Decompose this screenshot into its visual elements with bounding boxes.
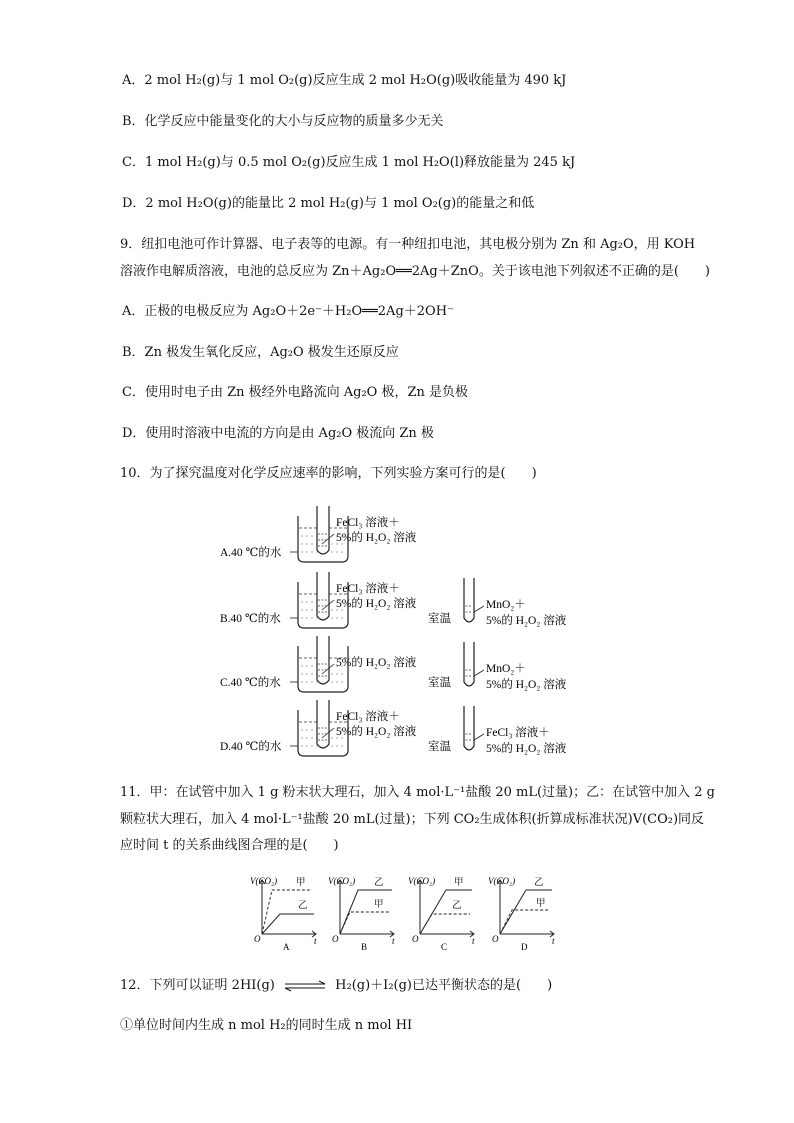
q10-b-tube-text2: 5%的 H₂O₂ 溶液: [486, 615, 567, 627]
q10-b-tube-text1: MnO₂＋: [486, 599, 526, 611]
q11-c-ylabel: V(CO₂): [408, 876, 436, 886]
q11-c-xlabel: t: [472, 936, 475, 946]
q10-d-tube-text2: 5%的 H₂O₂ 溶液: [486, 743, 567, 755]
q11-a-bottom-label: 乙: [298, 901, 308, 911]
q9-stem-line1: 9．纽扣电池可作计算器、电子表等的电源。有一种纽扣电池，其电极分别为 Zn 和 Ag₂O，用 KOH: [120, 237, 696, 252]
q10-c-tube-text2: 5%的 H₂O₂ 溶液: [486, 679, 567, 691]
q10-apparatus-figure: [210, 500, 590, 760]
q9-option-c: C．使用时电子由 Zn 极经外电路流向 Ag₂O 极，Zn 是负极: [122, 385, 468, 400]
q9-stem-line2: 溶液作电解质溶液，电池的总反应为 Zn＋Ag₂O══2Ag＋ZnO。关于该电池下列叙述不正确的是( ): [120, 264, 710, 279]
q10-d-tube-text1: FeCl₃ 溶液＋: [486, 727, 550, 739]
q11-c-origin: O: [412, 934, 419, 944]
q11-graphs-figure: [240, 872, 560, 954]
q10-a-beaker-text1: FeCl₃ 溶液＋: [336, 517, 400, 529]
q10-b-beaker-text2: 5%的 H₂O₂ 溶液: [336, 598, 417, 610]
q12-item-1: ①单位时间内生成 n mol H₂的同时生成 n mol HI: [120, 1018, 413, 1033]
q11-c-top-label: 甲: [454, 878, 464, 888]
q11-line2: 颗粒状大理石，加入 4 mol·L⁻¹盐酸 20 mL(过量)；下列 CO₂生成体积(折算成标准状况)V(CO₂)同反: [120, 812, 705, 827]
q11-graph-a: [250, 876, 317, 952]
q11-b-xlabel: t: [392, 936, 395, 946]
q8-option-c: C．1 mol H₂(g)与 0.5 mol O₂(g)反应生成 1 mol H₂O(l)释放能量为 245 kJ: [122, 155, 576, 170]
q10-d-label: D.40 ℃的水: [220, 741, 282, 753]
q11-line3: 应时间 t 的关系曲线图合理的是( ): [120, 838, 339, 853]
q12-stem: [120, 976, 552, 996]
q10-c-tube-text1: MnO₂＋: [486, 663, 526, 675]
q10-c-room-label: 室温: [428, 677, 451, 689]
q11-d-xlabel: t: [552, 936, 555, 946]
q12-stem-right: H₂(g)＋I₂(g)已达平衡状态的是( ): [335, 978, 553, 993]
q11-d-bottom-label: 甲: [536, 899, 546, 909]
q11-c-bottom-label: 乙: [452, 901, 462, 911]
q10-d-beaker-text2: 5%的 H₂O₂ 溶液: [336, 726, 417, 738]
q11-d-top-label: 乙: [534, 878, 544, 888]
q11-d-letter: D: [521, 942, 528, 952]
q10-b-room-label: 室温: [428, 613, 451, 625]
q11-b-top-label: 乙: [374, 878, 384, 888]
q11-graph-d: [488, 876, 555, 952]
q11-line1: 11．甲：在试管中加入 1 g 粉末状大理石，加入 4 mol·L⁻¹盐酸 20 mL(过量)；乙：在试管中加入 2 g: [120, 785, 715, 800]
q11-b-letter: B: [361, 942, 368, 952]
q10-c-beaker-text1: 5%的 H₂O₂ 溶液: [336, 657, 417, 669]
q11-d-origin: O: [492, 934, 499, 944]
q11-a-top-label: 甲: [296, 878, 306, 888]
q8-option-b: B．化学反应中能量变化的大小与反应物的质量多少无关: [122, 114, 444, 129]
q11-a-origin: O: [254, 934, 261, 944]
q9-option-b: B．Zn 极发生氧化反应，Ag₂O 极发生还原反应: [122, 345, 399, 360]
q8-option-d: D．2 mol H₂O(g)的能量比 2 mol H₂(g)与 1 mol O₂(g)的能量之和低: [122, 196, 535, 211]
q11-a-letter: A: [283, 942, 290, 952]
q11-c-letter: C: [441, 942, 448, 952]
q10-d-room-label: 室温: [428, 741, 451, 753]
q11-d-ylabel: V(CO₂): [488, 876, 516, 886]
q10-d-beaker-text1: FeCl₃ 溶液＋: [336, 711, 400, 723]
q11-b-ylabel: V(CO₂): [328, 876, 356, 886]
equilibrium-arrow-icon: [283, 980, 327, 992]
q11-graph-b: [328, 876, 395, 952]
q8-option-a: A．2 mol H₂(g)与 1 mol O₂(g)反应生成 2 mol H₂O(g)吸收能量为 490 kJ: [122, 73, 567, 88]
q10-row-b: [220, 572, 567, 628]
q10-row-d: [220, 700, 567, 756]
q10-stem: 10．为了探究温度对化学反应速率的影响，下列实验方案可行的是( ): [120, 466, 537, 481]
q11-b-bottom-label: 甲: [374, 900, 384, 910]
q10-a-label: A.40 ℃的水: [220, 547, 282, 559]
q10-b-beaker-text1: FeCl₃ 溶液＋: [336, 583, 400, 595]
q10-row-c: [220, 636, 567, 692]
q11-b-origin: O: [332, 934, 339, 944]
q9-option-d: D．使用时溶液中电流的方向是由 Ag₂O 极流向 Zn 极: [122, 426, 434, 441]
q10-a-beaker-text2: 5%的 H₂O₂ 溶液: [336, 532, 417, 544]
q9-option-a: A．正极的电极反应为 Ag₂O＋2e⁻＋H₂O══2Ag＋2OH⁻: [122, 304, 454, 319]
q10-row-a: [220, 506, 417, 562]
q11-a-xlabel: t: [314, 936, 317, 946]
q11-graph-c: [408, 876, 475, 952]
q10-c-label: C.40 ℃的水: [220, 677, 281, 689]
q11-a-ylabel: V(CO₂): [250, 876, 278, 886]
q10-b-label: B.40 ℃的水: [220, 613, 281, 625]
q12-stem-left: 12．下列可以证明 2HI(g): [120, 978, 275, 993]
